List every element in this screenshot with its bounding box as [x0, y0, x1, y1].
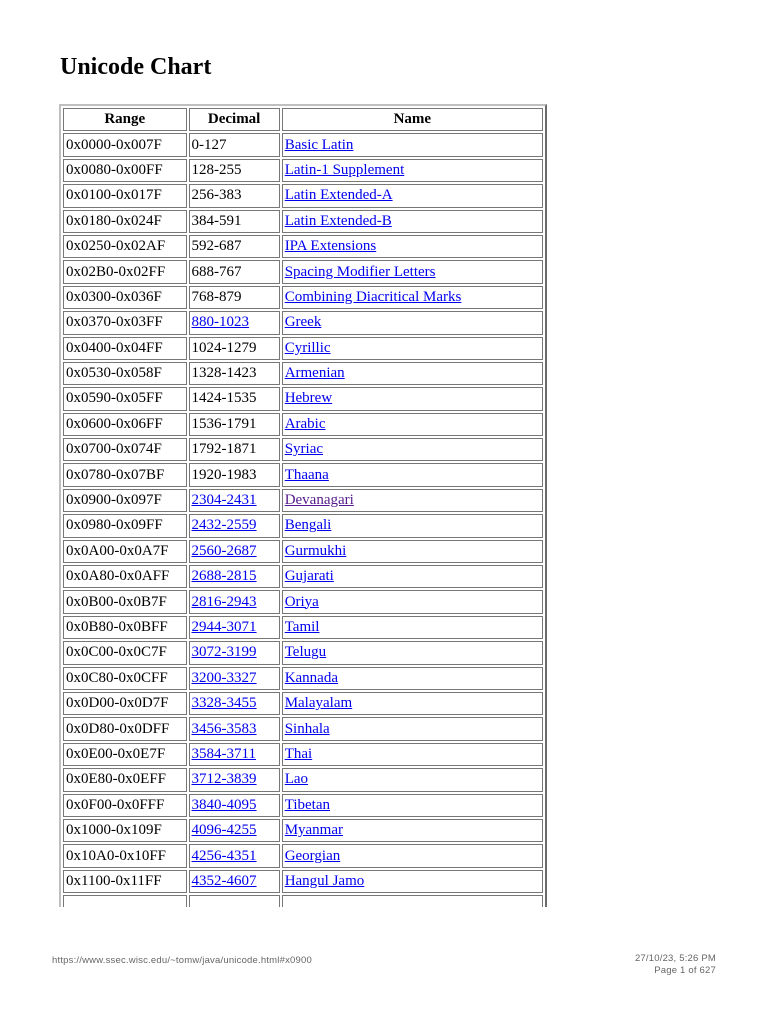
cell-decimal: 768-879 — [189, 286, 280, 309]
decimal-link[interactable]: 3456-3583 — [191, 720, 257, 737]
block-name-link[interactable]: Combining Diacritical Marks — [284, 288, 462, 305]
decimal-link[interactable]: 4352-4607 — [191, 872, 257, 889]
cell-name — [282, 387, 543, 410]
block-name-link[interactable]: Telugu — [284, 644, 327, 661]
table-row — [63, 210, 543, 233]
block-name-link[interactable]: Thai — [284, 745, 313, 762]
cell-decimal — [189, 692, 280, 715]
cell-decimal — [189, 590, 280, 613]
decimal-link[interactable]: 2688-2815 — [191, 568, 257, 585]
table-row — [63, 667, 543, 690]
cell-range: 0x0400-0x04FF — [63, 337, 187, 360]
table-row — [63, 590, 543, 613]
table-body — [63, 133, 543, 907]
cell-name — [282, 692, 543, 715]
cell-name — [282, 870, 543, 893]
decimal-link[interactable]: 3328-3455 — [191, 695, 257, 712]
cell-name — [282, 438, 543, 461]
table-row — [63, 743, 543, 766]
header-range: Range — [63, 108, 187, 131]
block-name-link[interactable]: Latin Extended-A — [284, 187, 393, 204]
table-row — [63, 387, 543, 410]
table-row — [63, 717, 543, 740]
cell-decimal: 592-687 — [189, 235, 280, 258]
footer-page-info: Page 1 of 627 — [654, 965, 716, 976]
cell-decimal: 1024-1279 — [189, 337, 280, 360]
table-row — [63, 870, 543, 893]
block-name-link[interactable]: Armenian — [284, 365, 345, 382]
cell-range: 0x0180-0x024F — [63, 210, 187, 233]
block-name-link[interactable]: Cyrillic — [284, 339, 331, 356]
block-name-link[interactable]: Thaana — [284, 466, 329, 483]
cell-decimal — [189, 819, 280, 842]
decimal-link[interactable]: 3072-3199 — [191, 644, 257, 661]
cell-decimal: 0-127 — [189, 133, 280, 156]
table-row — [63, 413, 543, 436]
block-name-link[interactable]: Myanmar — [284, 822, 344, 839]
table-row — [63, 768, 543, 791]
cell-decimal — [189, 870, 280, 893]
cell-decimal — [189, 794, 280, 817]
cell-range: 0x0780-0x07BF — [63, 463, 187, 486]
cell-range: 0x0600-0x06FF — [63, 413, 187, 436]
cell-decimal — [189, 768, 280, 791]
table-row — [63, 616, 543, 639]
decimal-link[interactable]: 3584-3711 — [191, 745, 256, 762]
cell-name — [282, 235, 543, 258]
decimal-link[interactable]: 2560-2687 — [191, 542, 257, 559]
cell-decimal: 688-767 — [189, 260, 280, 283]
cell-decimal: 1792-1871 — [189, 438, 280, 461]
cell-range: 0x0E80-0x0EFF — [63, 768, 187, 791]
cell-name — [282, 311, 543, 334]
table-row — [63, 514, 543, 537]
header-name: Name — [282, 108, 543, 131]
decimal-link[interactable]: 3840-4095 — [191, 796, 257, 813]
table-row — [63, 794, 543, 817]
cell-decimal: 256-383 — [189, 184, 280, 207]
header-decimal: Decimal — [189, 108, 280, 131]
cell-range — [63, 895, 187, 907]
cell-name — [282, 768, 543, 791]
table-row — [63, 337, 543, 360]
cell-decimal: 128-255 — [189, 159, 280, 182]
cell-range: 0x1000-0x109F — [63, 819, 187, 842]
cell-name — [282, 743, 543, 766]
table-row — [63, 463, 543, 486]
table-row — [63, 260, 543, 283]
cell-name — [282, 286, 543, 309]
cell-name — [282, 184, 543, 207]
cell-range: 0x0900-0x097F — [63, 489, 187, 512]
cell-name — [282, 362, 543, 385]
cell-decimal: 1328-1423 — [189, 362, 280, 385]
cell-decimal — [189, 616, 280, 639]
table-row — [63, 565, 543, 588]
block-name-link[interactable]: Syriac — [284, 441, 324, 458]
decimal-link[interactable]: 2432-2559 — [191, 517, 257, 534]
cell-decimal — [189, 844, 280, 867]
block-name-link[interactable]: Devanagari — [284, 492, 354, 509]
cell-decimal: 1920-1983 — [189, 463, 280, 486]
cell-decimal — [189, 540, 280, 563]
cell-range: 0x0250-0x02AF — [63, 235, 187, 258]
decimal-link[interactable]: 4096-4255 — [191, 822, 257, 839]
cell-range: 0x0590-0x05FF — [63, 387, 187, 410]
block-name-link[interactable]: Sinhala — [284, 720, 330, 737]
table-row — [63, 184, 543, 207]
table-row — [63, 895, 543, 907]
cell-name — [282, 616, 543, 639]
block-name-link[interactable]: Latin Extended-B — [284, 212, 392, 229]
block-name-link[interactable]: Arabic — [284, 415, 326, 432]
cell-decimal — [189, 641, 280, 664]
footer-meta — [635, 953, 716, 977]
block-name-link[interactable]: Lao — [284, 771, 309, 788]
table-row — [63, 362, 543, 385]
cell-range: 0x0980-0x09FF — [63, 514, 187, 537]
cell-range: 0x10A0-0x10FF — [63, 844, 187, 867]
table-row — [63, 311, 543, 334]
cell-name — [282, 794, 543, 817]
cell-name — [282, 641, 543, 664]
cell-decimal — [189, 565, 280, 588]
cell-range: 0x0100-0x017F — [63, 184, 187, 207]
block-name-link[interactable]: Malayalam — [284, 695, 353, 712]
cell-name — [282, 210, 543, 233]
block-name-link[interactable]: Gurmukhi — [284, 542, 347, 559]
cell-range: 0x0D80-0x0DFF — [63, 717, 187, 740]
cell-name — [282, 514, 543, 537]
block-name-link[interactable]: IPA Extensions — [284, 238, 377, 255]
cell-name — [282, 489, 543, 512]
block-name-link[interactable]: Tamil — [284, 619, 320, 635]
block-name-link[interactable]: Georgian — [284, 847, 341, 864]
cell-range: 0x0F00-0x0FFF — [63, 794, 187, 817]
cell-decimal — [189, 311, 280, 334]
decimal-link[interactable]: 4256-4351 — [191, 847, 257, 864]
cell-name — [282, 463, 543, 486]
block-name-link[interactable]: Tibetan — [284, 796, 330, 813]
table-row — [63, 438, 543, 461]
block-name-link[interactable]: Latin-1 Supplement — [284, 161, 405, 178]
decimal-link[interactable]: 2304-2431 — [191, 492, 257, 509]
table-row — [63, 235, 543, 258]
table-row — [63, 819, 543, 842]
page-title: Unicode Chart — [60, 54, 212, 80]
table-row — [63, 641, 543, 664]
cell-name — [282, 590, 543, 613]
cell-range: 0x0530-0x058F — [63, 362, 187, 385]
table-row — [63, 133, 543, 156]
cell-name — [282, 133, 543, 156]
cell-name — [282, 844, 543, 867]
block-name-link[interactable]: Hebrew — [284, 390, 333, 407]
unicode-table — [59, 104, 547, 907]
cell-decimal: 384-591 — [189, 210, 280, 233]
decimal-link[interactable]: 3712-3839 — [191, 771, 257, 788]
cell-name — [282, 819, 543, 842]
cell-name — [282, 260, 543, 283]
block-name-link[interactable]: Spacing Modifier Letters — [284, 263, 436, 280]
cell-range: 0x0700-0x074F — [63, 438, 187, 461]
cell-decimal — [189, 489, 280, 512]
cell-decimal — [189, 667, 280, 690]
table-row — [63, 692, 543, 715]
cell-range: 0x1100-0x11FF — [63, 870, 187, 893]
cell-decimal — [189, 717, 280, 740]
block-name-link[interactable]: Kannada — [284, 669, 338, 686]
cell-range: 0x0C00-0x0C7F — [63, 641, 187, 664]
table-row — [63, 540, 543, 563]
block-name-link[interactable]: Basic Latin — [284, 136, 354, 153]
cell-name — [282, 159, 543, 182]
cell-name — [282, 413, 543, 436]
cell-range: 0x0C80-0x0CFF — [63, 667, 187, 690]
cell-range: 0x0000-0x007F — [63, 133, 187, 156]
cell-range: 0x0E00-0x0E7F — [63, 743, 187, 766]
block-name-link[interactable]: Gujarati — [284, 568, 334, 585]
cell-decimal: 1424-1535 — [189, 387, 280, 410]
cell-decimal — [189, 514, 280, 537]
decimal-link[interactable]: 2816-2943 — [191, 593, 257, 610]
cell-range: 0x0A80-0x0AFF — [63, 565, 187, 588]
cell-name — [282, 540, 543, 563]
cell-decimal — [189, 895, 280, 907]
table-row — [63, 844, 543, 867]
footer-datetime: 27/10/23, 5:26 PM — [634, 953, 716, 964]
cell-range: 0x0370-0x03FF — [63, 311, 187, 334]
cell-range: 0x0080-0x00FF — [63, 159, 187, 182]
cell-decimal — [189, 743, 280, 766]
cell-name — [282, 337, 543, 360]
cell-range: 0x0300-0x036F — [63, 286, 187, 309]
footer-url: https://www.ssec.wisc.edu/~tomw/java/unicode.html#x0900 — [52, 955, 312, 966]
cell-range: 0x0D00-0x0D7F — [63, 692, 187, 715]
cell-range: 0x0A00-0x0A7F — [63, 540, 187, 563]
block-name-link[interactable]: Oriya — [284, 593, 319, 610]
cell-range: 0x0B80-0x0BFF — [63, 616, 187, 639]
table-row — [63, 286, 543, 309]
cell-name — [282, 895, 543, 907]
table-row — [63, 159, 543, 182]
block-name-link[interactable]: Hangul Jamo — [284, 872, 365, 889]
cell-range: 0x02B0-0x02FF — [63, 260, 187, 283]
table-header-row — [63, 108, 543, 131]
unicode-table-container — [59, 104, 547, 907]
block-name-link[interactable]: Bengali — [284, 517, 332, 534]
cell-decimal: 1536-1791 — [189, 413, 280, 436]
decimal-link[interactable]: 3200-3327 — [191, 669, 257, 686]
cell-range: 0x0B00-0x0B7F — [63, 590, 187, 613]
decimal-link[interactable]: 880-1023 — [191, 314, 250, 331]
decimal-link[interactable]: 2944-3071 — [191, 619, 257, 635]
cell-name — [282, 565, 543, 588]
cell-name — [282, 717, 543, 740]
cell-name — [282, 667, 543, 690]
table-row — [63, 489, 543, 512]
block-name-link[interactable]: Greek — [284, 314, 322, 331]
